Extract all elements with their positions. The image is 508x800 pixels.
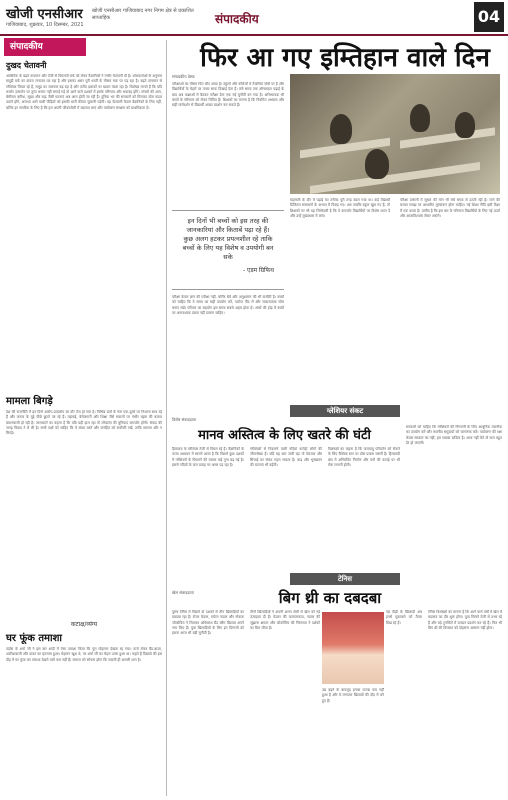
- pull-quote: [172, 210, 284, 290]
- article-body: देश की राजनीति में इन दिनों आरोप-प्रत्यारोप का दौर तेज हो गया है। विभिन्न दलों के नेता एक-दूसरे पर निशाना साध रहे हैं और जनता के मुद्दे पीछे छूटते जा रहे हैं। महंगाई, बेरोजगारी और शिक्षा जैसे सवालों पर गंभीर बहस की बजाय बयानबाजी हो रही है। जानकारों का कहना है कि यदि यही हाल रहा तो लोकतंत्र की बुनियाद कमजोर होगी। संवाद की जगह विवाद ने ले ली है। सभी पक्षों को चाहिए कि वे संयम बरतें और जनहित को सर्वोपरि रखें, ताकि मामला और न बिगड़े।: [6, 410, 162, 436]
- middle-headline: मानव अस्तित्व के लिए खतरे की घंटी: [198, 428, 371, 443]
- main-body-1b: परीक्षा केवल ज्ञान की परीक्षा नहीं, बल्कि धैर्य और अनुशासन की भी कसौटी है। बच्चों को चाहिए कि वे समय का सही उपयोग करें, पर्याप्त नींद लें और सकारात्मक सोच बनाए रखें। परिवार का सहयोग इस समय सबसे अहम होता है। अंकों की होड़ में बच्चों पर अनावश्यक दबाव नहीं डालना चाहिए।: [172, 295, 284, 315]
- satire-header: कटाक्ष/व्यंग्य: [70, 621, 98, 628]
- main-headline: फिर आ गए इम्तिहान वाले दिन: [200, 43, 490, 73]
- editorial-banner: संपादकीय: [4, 38, 86, 56]
- main-body-2: महामारी के दौर में पढ़ाई का तरीका पूरी तरह बदल गया था। कई विद्यार्थी डिजिटल संसाधनों के अभाव में पिछड़ गए। अब जबकि स्कूल खुल गए हैं, तो शिक्षकों पर भी यह जिम्मेदारी है कि वे कमजोर विद्यार्थियों पर विशेष ध्यान दें और उन्हें मुख्यधारा में लाएं।: [290, 198, 390, 218]
- topic-bar-glacier: ग्लेशियर संकट: [290, 405, 400, 417]
- brand-name: खोजी एनसीआर: [6, 7, 83, 22]
- article-satire: [6, 620, 162, 800]
- article-warning: [6, 60, 162, 379]
- middle-col-1: हिमालय के ग्लेशियर तेजी से पिघल रहे हैं। वैज्ञानिकों के ताजा अध्ययन में सामने आया है कि पिछले कुछ दशकों में ग्लेशियरों के पिघलने की रफ्तार कई गुना बढ़ गई है। इससे नदियों के जल प्रवाह पर असर पड़ रहा है।: [172, 447, 244, 467]
- publication-info: खोजी एनसीआर गाजियाबाद नगर निगम क्षेत्र से प्रकाशित साप्ताहिक: [92, 8, 194, 21]
- main-body-1: परीक्षाओं का मौसम फिर लौट आया है। स्कूलों और कॉलेजों में तैयारियां जोरों पर हैं और विद्यार्थियों के चेहरों पर तनाव साफ दिखाई देता है। लंबे समय तक ऑनलाइन पढ़ाई के बाद अब कक्षाओं में बैठकर परीक्षा देना एक नई चुनौती बन गया है। अभिभावक भी बच्चों के परिणाम को लेकर चिंतित हैं। शिक्षकों का मानना है कि नियमित अभ्यास और सही मार्गदर्शन से विद्यार्थी अच्छा प्रदर्शन कर सकते हैं।: [172, 82, 284, 108]
- bottom-col-4: टेनिस विशेषज्ञों का मानना है कि आने वाले वर्षों में खेल में बदलाव का दौर शुरू होगा। युवा सितारे तेजी से उभर रहे हैं और बड़े टूर्नामेंटों में दमदार प्रदर्शन कर रहे हैं। फिर भी बिग थ्री की विरासत को दोहराना आसान नहीं होगा।: [428, 610, 502, 630]
- header-rule: [0, 34, 508, 36]
- bottom-col-1: पुरुष टेनिस में पिछले दो दशकों से तीन खिलाड़ियों का दबदबा रहा है। रोजर फेडरर, राफेल नडाल और नोवाक जोकोविच ने मिलकर अधिकांश ग्रैंड स्लैम खिताब अपने नाम किए हैं। युवा खिलाड़ियों के लिए इन दिग्गजों को हराना आज भी बड़ी चुनौती है।: [172, 610, 244, 636]
- page-number: 04: [474, 2, 504, 32]
- article-body: आर्कटिक के बढ़ते तापमान और तेजी से पिघलती बर्फ को लेकर वैज्ञानिकों ने गंभीर चेतावनी दी है। शोधकर्ताओं के अनुसार समुद्री बर्फ का दायरा लगातार घट रहा है और इसका असर पूरी धरती के मौसम चक्र पर पड़ रहा है। बढ़ते तापमान से ग्लेशियर पिघल रहे हैं, समुद्र का जलस्तर बढ़ रहा है और तटीय इलाकों पर खतरा मंडरा रहा है। विशेषज्ञ मानते हैं कि यदि कार्बन उत्सर्जन पर तुरंत लगाम नहीं लगाई गई तो आने वाले दशकों में इसके परिणाम और भयावह होंगे। जंगलों की आग, बेमौसम बारिश, सूखा और बाढ़ जैसी घटनाएं अब आम होती जा रही हैं। दुनिया भर की सरकारों को मिलकर ठोस कदम उठाने होंगे, अन्यथा आने वाली पीढ़ियों को इसकी भारी कीमत चुकानी पड़ेगी। यह चेतावनी केवल वैज्ञानिकों के लिए नहीं, बल्कि हर नागरिक के लिए है कि हम अपनी जीवनशैली में बदलाव लाएं और पर्यावरण संरक्षण को प्राथमिकता दें।: [6, 74, 162, 110]
- article-body: पड़ोस के शर्मा जी ने इस बार शादी में ऐसा तमाशा किया कि पूरा मोहल्ला देखता रह गया। कर्ज लेकर बैंड-बाजा, आतिशबाजी और दावत का इंतजाम हुआ। मेहमान खुश थे, पर शर्मा जी का चेहरा उतरा हुआ था। कहते हैं दिखावे की इस दौड़ में घर फूंक कर तमाशा देखने वाले कम नहीं हैं। समाज को सोचना होगा कि सादगी ही असली शान है।: [6, 647, 162, 662]
- bottom-col-2: तीनों खिलाड़ियों ने अपनी अलग शैली से खेल को नई ऊंचाइयां दी हैं। फेडरर की कलात्मकता, नडाल की जुझारू क्षमता और जोकोविच की निरंतरता ने दर्शकों का दिल जीता है।: [250, 610, 320, 630]
- article-title: दुखद चेतावनी: [6, 61, 47, 70]
- article-title: घर फूंक तमाशा: [6, 633, 63, 644]
- dateline: गाजियाबाद, शुक्रवार, 10 दिसम्बर, 2021: [6, 22, 84, 28]
- quote-author: - एडम ग्रिफिथ: [242, 267, 274, 274]
- bottom-col-3: उम्र बढ़ने के बावजूद इनका जज्बा कम नहीं हुआ है और ये लगातार खिताबों की दौड़ में बने हुए हैं।: [322, 688, 384, 703]
- main-body-3: परीक्षा प्रणाली में सुधार की मांग भी लंबे समय से उठती रही है। रटने की बजाय समझ पर आधारित मूल्यांकन होना चाहिए। नई शिक्षा नीति इसी दिशा में एक कदम है। उम्मीद है कि इस बार के परिणाम विद्यार्थियों के लिए नई ऊर्जा और आत्मविश्वास लेकर आएंगे।: [400, 198, 500, 218]
- bottom-byline: खेल संवाददाता: [172, 590, 194, 595]
- column-divider: [166, 40, 167, 796]
- quote-text: इन दिनों भी बच्चों को इस तरह की जानकारियां और किताबें पढ़ा रहे हैं। कुछ अलग हटकर प्रयत्नशील रहे ताकि बच्चों के लिए यह विशेष व उपयोगी बन सके: [182, 217, 274, 261]
- section-label: संपादकीय: [215, 12, 259, 26]
- left-column: [4, 38, 164, 796]
- middle-col-4: सरकारों को चाहिए कि ग्लेशियरों की निगरानी के लिए आधुनिक तकनीक का उपयोग करें और स्थानीय समुदायों को जागरूक करें। पर्यावरण की रक्षा केवल सरकार का नहीं, हम सबका दायित्व है। आज नहीं चेते तो कल बहुत देर हो जाएगी।: [406, 425, 502, 445]
- article-matter: [6, 393, 162, 610]
- middle-byline: विशेष संवाददाता: [172, 417, 197, 422]
- bottom-col-3-side: नई पीढ़ी के खिलाड़ी अब इनसे मुकाबले को तैयार दिख रहे हैं।: [386, 610, 422, 625]
- middle-col-2: ग्लेशियरों से निकलने वाली नदियां करोड़ों लोगों की जीवनरेखा हैं। यदि यह क्रम जारी रहा तो पेयजल और सिंचाई का संकट गहरा सकता है। बाढ़ और भूस्खलन की घटनाएं भी बढ़ेंगी।: [250, 447, 322, 467]
- article-title: मामला बिगड़े: [6, 396, 53, 407]
- topic-bar-tennis: टेनिस: [290, 573, 400, 585]
- exam-hall-photo: [290, 74, 500, 194]
- main-byline: संपादकीय डेस्क: [172, 74, 195, 79]
- bottom-headline: बिग थ्री का दबदबा: [278, 589, 382, 607]
- masthead: [0, 0, 508, 36]
- tennis-player-photo: [322, 612, 384, 684]
- middle-col-3: विशेषज्ञों का कहना है कि जलवायु परिवर्तन को रोकने के लिए वैश्विक स्तर पर ठोस प्रयास जरूरी हैं। हिमालयी क्षेत्र में अनियंत्रित निर्माण और वनों की कटाई पर भी रोक लगानी होगी।: [328, 447, 400, 467]
